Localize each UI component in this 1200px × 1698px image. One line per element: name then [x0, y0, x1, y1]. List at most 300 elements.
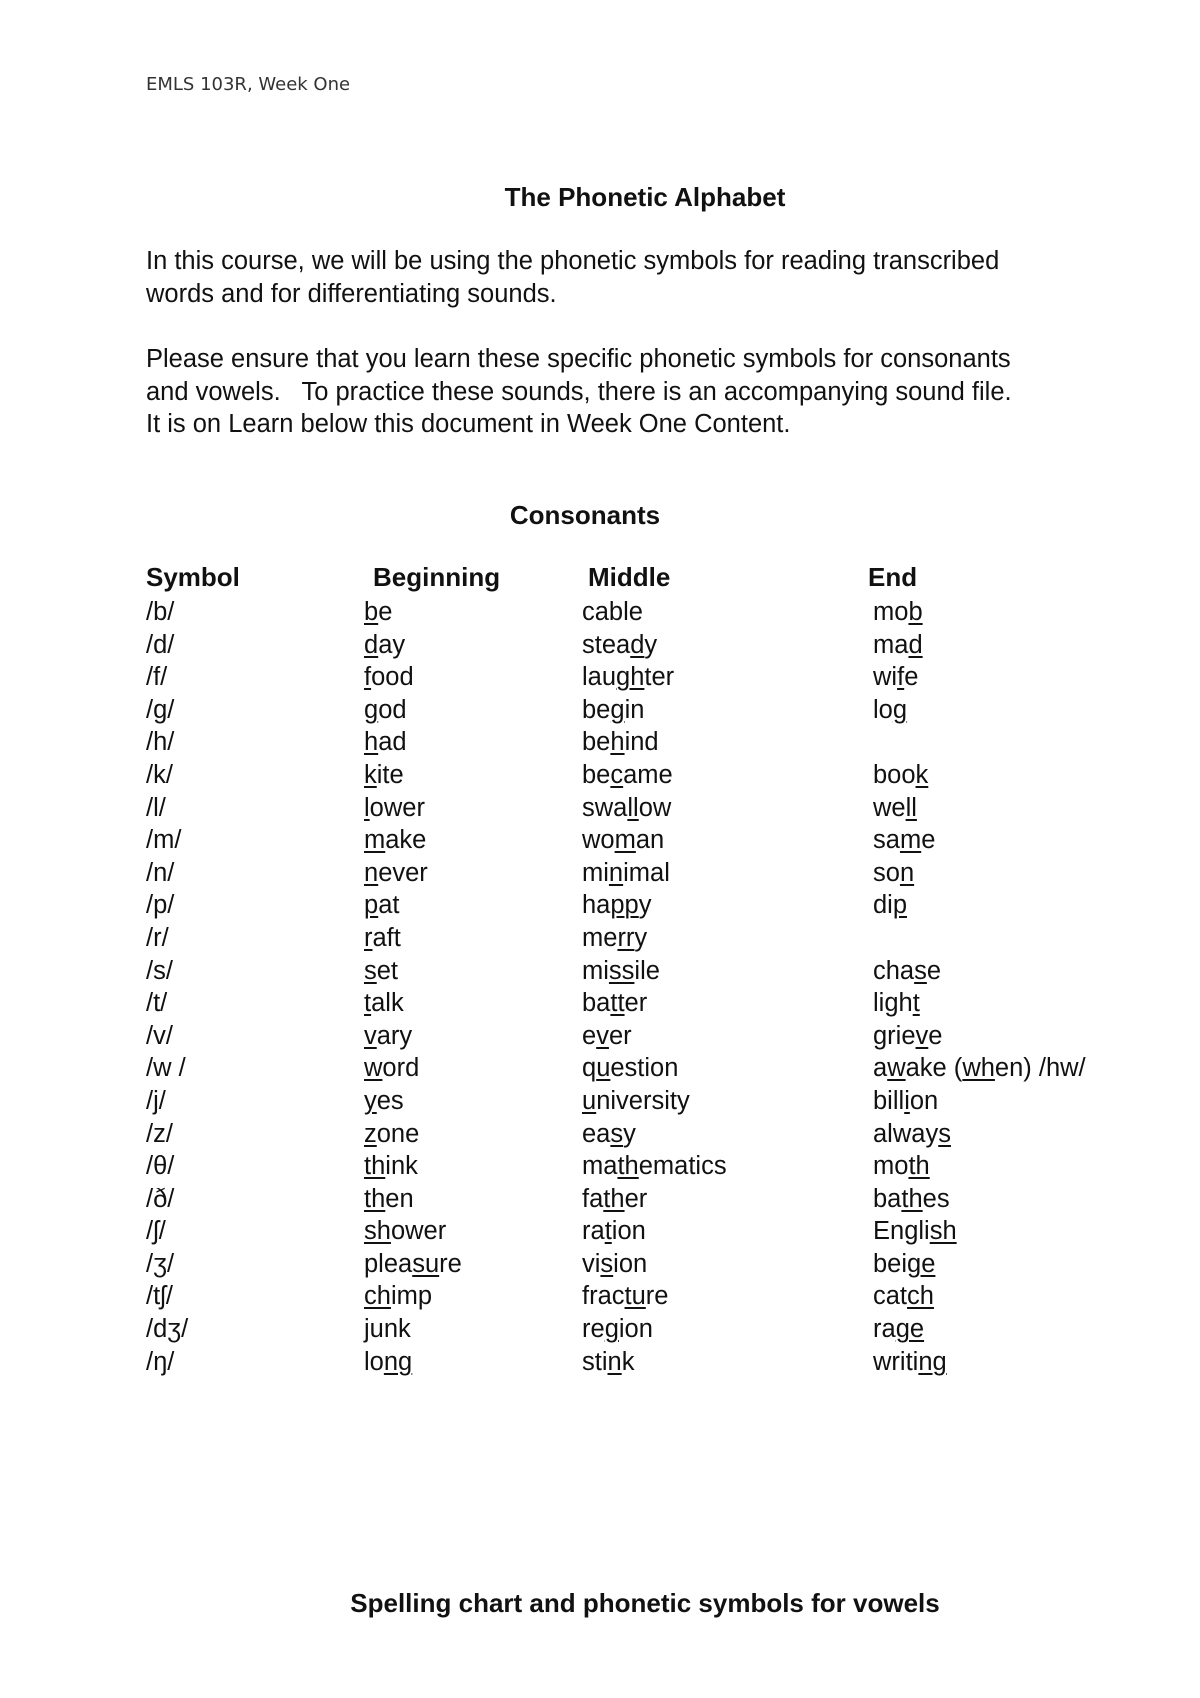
example-word-middle	[582, 1118, 636, 1151]
underlined-letters: t	[604, 1217, 612, 1246]
word-segment: lo	[364, 1347, 384, 1376]
example-word-end	[873, 1346, 947, 1379]
word-segment: ay	[378, 630, 406, 659]
word-segment: at	[378, 891, 400, 920]
underlined-letters: ge	[895, 1315, 925, 1344]
underlined-letters: ch	[907, 1282, 934, 1311]
table-row	[146, 889, 1146, 922]
underlined-letters: s	[938, 1119, 951, 1148]
word-segment: y	[644, 630, 658, 659]
table-row	[146, 1280, 1146, 1313]
word-segment: ad	[378, 728, 407, 757]
example-word-middle	[582, 857, 670, 890]
intro-line: words and for differentiating sounds.	[146, 279, 557, 308]
word-segment: e	[904, 663, 919, 692]
word-segment: y	[638, 891, 652, 920]
phonetic-symbol: /l/	[146, 793, 166, 822]
table-row	[146, 1313, 1146, 1346]
word-segment: ink	[385, 1152, 418, 1181]
phonetic-symbol: /dʒ/	[146, 1315, 189, 1344]
instructions-line: Please ensure that you learn these specific phonetic symbols for consonants	[146, 345, 1011, 373]
word-segment: me	[582, 923, 618, 952]
underlined-letters: v	[364, 1021, 377, 1050]
word-segment: frac	[582, 1282, 625, 1311]
example-word-middle	[582, 955, 660, 988]
example-word-beginning	[364, 1346, 412, 1379]
example-word-end	[873, 694, 907, 727]
word-segment: mo	[873, 598, 909, 626]
table-row	[146, 987, 1146, 1020]
example-word-beginning	[364, 726, 407, 759]
table-row	[146, 759, 1146, 792]
word-segment: we	[873, 793, 906, 822]
example-word-beginning	[364, 1215, 446, 1248]
table-row	[146, 1020, 1146, 1053]
underlined-letters: ll	[905, 793, 917, 822]
word-segment: e	[378, 598, 393, 626]
word-segment: ra	[582, 1217, 605, 1246]
word-segment: e	[928, 1021, 943, 1050]
underlined-letters: z	[364, 1119, 377, 1148]
instructions-line: It is on Learn below this document in Week One Content.	[146, 410, 791, 438]
underlined-letters: ge	[907, 1249, 936, 1278]
word-segment: fa	[582, 1184, 604, 1213]
underlined-letters: su	[412, 1249, 440, 1278]
word-segment: y	[623, 1119, 636, 1148]
example-word-middle	[582, 1280, 668, 1313]
underlined-letters: tt	[610, 989, 625, 1018]
word-segment: re	[645, 1282, 669, 1311]
word-segment: ary	[376, 1021, 413, 1050]
word-segment: en	[385, 1184, 414, 1213]
word-segment: in	[624, 695, 645, 724]
underlined-letters: v	[915, 1021, 929, 1050]
phonetic-symbol: /ʒ/	[146, 1249, 175, 1278]
example-word-end	[873, 1280, 934, 1313]
word-segment: er	[608, 1021, 632, 1050]
table-row	[146, 661, 1146, 694]
word-segment: cable	[582, 598, 643, 626]
table-header-row	[146, 560, 1146, 596]
phonetic-symbol: /g/	[146, 695, 175, 724]
example-word-beginning	[364, 661, 414, 694]
example-word-middle	[582, 1085, 690, 1118]
example-word-middle	[582, 1346, 634, 1379]
underlined-letters: ng	[383, 1347, 413, 1376]
word-segment: lo	[873, 695, 893, 724]
instructions-paragraph	[146, 343, 1136, 441]
table-row	[146, 629, 1146, 662]
example-word-beginning	[364, 694, 407, 727]
word-segment: aft	[372, 923, 401, 952]
word-segment: Engli	[873, 1217, 930, 1246]
consonants-table	[146, 560, 1146, 1378]
document-header: EMLS 103R, Week One	[146, 74, 351, 95]
example-word-beginning	[364, 1150, 418, 1183]
underlined-letters: ll	[627, 793, 639, 822]
example-word-middle	[582, 987, 647, 1020]
word-segment: mi	[582, 956, 609, 985]
example-word-middle	[582, 824, 664, 857]
example-word-middle	[582, 889, 652, 922]
example-word-end	[873, 1150, 930, 1183]
word-segment: es	[922, 1184, 950, 1213]
example-word-beginning	[364, 1183, 414, 1216]
underlined-letters: g	[364, 695, 379, 724]
word-segment: ion	[613, 1249, 648, 1278]
word-segment: er	[624, 989, 648, 1018]
word-segment: bei	[873, 1249, 908, 1278]
table-row	[146, 1215, 1146, 1248]
example-word-middle	[582, 792, 671, 825]
example-word-beginning	[364, 1313, 411, 1346]
word-segment: ion	[611, 1217, 646, 1246]
example-word-beginning	[364, 629, 405, 662]
word-segment: ion	[618, 1315, 653, 1344]
underlined-letters: w	[364, 1054, 383, 1083]
word-segment: mi	[582, 858, 609, 887]
phonetic-symbol: /k/	[146, 760, 173, 789]
table-row	[146, 857, 1146, 890]
word-segment: ame	[623, 760, 673, 789]
word-segment: so	[873, 858, 900, 887]
instructions-line: and vowels. To practice these sounds, there is an accompanying sound file.	[146, 377, 1012, 406]
underlined-letters: f	[364, 663, 372, 692]
column-header-symbol: Symbol	[146, 562, 240, 592]
example-word-end	[873, 1313, 924, 1346]
word-segment: be	[582, 760, 611, 789]
word-segment: boo	[873, 760, 916, 789]
word-segment: on	[909, 1086, 939, 1115]
underlined-letters: c	[610, 760, 624, 789]
phonetic-symbol: /tʃ/	[146, 1282, 173, 1311]
word-segment: sti	[582, 1347, 608, 1376]
word-segment: ba	[582, 989, 611, 1018]
example-word-end	[873, 955, 941, 988]
table-row	[146, 596, 1146, 629]
example-word-middle	[582, 1052, 678, 1085]
example-word-middle	[582, 661, 674, 694]
word-segment: di	[873, 891, 893, 920]
word-segment: ake (	[905, 1054, 963, 1083]
underlined-letters: f	[897, 663, 905, 692]
underlined-letters: wh	[962, 1054, 995, 1083]
phonetic-symbol: /ð/	[146, 1184, 175, 1213]
example-word-beginning	[364, 889, 399, 922]
example-word-middle	[582, 629, 657, 662]
example-word-beginning	[364, 1085, 404, 1118]
example-word-middle	[582, 1183, 647, 1216]
underlined-letters: sh	[364, 1217, 391, 1246]
example-word-middle	[582, 1248, 647, 1281]
phonetic-symbol: /b/	[146, 598, 175, 626]
table-row	[146, 955, 1146, 988]
example-word-end	[873, 596, 923, 629]
example-word-end	[873, 629, 923, 662]
table-row	[146, 1346, 1146, 1379]
underlined-letters: th	[617, 1152, 639, 1181]
underlined-letters: d	[630, 630, 645, 659]
underlined-letters: th	[901, 1184, 923, 1213]
underlined-letters: pp	[610, 891, 639, 920]
example-word-beginning	[364, 1118, 419, 1151]
word-segment: e	[926, 956, 942, 985]
example-word-middle	[582, 694, 644, 727]
word-segment: ter	[644, 663, 675, 692]
example-word-end	[873, 889, 907, 922]
word-segment: ba	[873, 1184, 902, 1213]
word-segment: a	[873, 1054, 888, 1083]
underlined-letters: n	[364, 858, 379, 887]
word-segment: ea	[582, 1119, 611, 1148]
underlined-letters: n	[607, 1347, 622, 1376]
word-segment: imal	[623, 858, 670, 887]
underlined-letters: k	[915, 760, 929, 789]
underlined-letters: p	[364, 891, 379, 920]
phonetic-symbol: /r/	[146, 923, 169, 952]
column-header-middle: Middle	[588, 562, 671, 592]
example-word-end	[873, 1020, 942, 1053]
word-segment: cat	[873, 1282, 908, 1311]
underlined-letters: w	[887, 1054, 906, 1083]
phonetic-symbol: /m/	[146, 826, 182, 855]
word-segment: re	[439, 1249, 462, 1278]
phonetic-symbol: /d/	[146, 630, 175, 659]
word-segment: plea	[364, 1249, 413, 1278]
word-segment: cha	[873, 956, 915, 985]
example-word-beginning	[364, 1020, 412, 1053]
word-segment: ile	[634, 956, 660, 985]
example-word-middle	[582, 1215, 646, 1248]
phonetic-symbol: /j/	[146, 1086, 166, 1115]
word-segment: y	[634, 923, 648, 952]
underlined-letters: t	[364, 989, 372, 1018]
word-segment: ligh	[873, 989, 913, 1018]
example-word-end	[873, 1215, 957, 1248]
underlined-letters: y	[364, 1086, 377, 1115]
phonetic-symbol: /z/	[146, 1119, 173, 1148]
underlined-letters: th	[364, 1152, 386, 1181]
underlined-letters: m	[899, 826, 922, 855]
example-word-middle	[582, 1150, 727, 1183]
word-segment: bill	[873, 1086, 905, 1115]
word-segment: ind	[624, 728, 659, 757]
word-segment: ma	[582, 1152, 618, 1181]
table-row	[146, 1118, 1146, 1151]
underlined-letters: b	[364, 598, 379, 626]
example-word-beginning	[364, 1248, 462, 1281]
word-segment: sa	[873, 826, 900, 855]
word-segment: ra	[873, 1315, 896, 1344]
example-word-beginning	[364, 1052, 419, 1085]
underlined-letters: n	[899, 858, 915, 887]
example-word-beginning	[364, 922, 401, 955]
column-header-beginning: Beginning	[373, 562, 501, 592]
underlined-letters: s	[600, 1249, 614, 1278]
word-segment: re	[582, 1315, 605, 1344]
table-row	[146, 824, 1146, 857]
intro-line: In this course, we will be using the phonetic symbols for reading transcribed	[146, 247, 1000, 275]
underlined-letters: j	[364, 1315, 370, 1344]
underlined-letters: tu	[624, 1282, 646, 1311]
underlined-letters: h	[610, 728, 625, 757]
phonetic-symbol: /t/	[146, 989, 168, 1018]
word-segment: ood	[371, 663, 414, 692]
underlined-letters: u	[596, 1054, 611, 1083]
underlined-letters: ss	[608, 956, 635, 985]
underlined-letters: i	[904, 1086, 910, 1115]
word-segment: an	[635, 826, 665, 855]
underlined-letters: u	[582, 1086, 597, 1115]
example-word-end	[873, 1248, 935, 1281]
underlined-letters: ng	[918, 1347, 947, 1376]
underlined-letters: b	[908, 598, 923, 626]
example-word-end	[873, 857, 914, 890]
example-word-end	[873, 759, 928, 792]
example-word-end	[873, 987, 920, 1020]
example-word-beginning	[364, 955, 398, 988]
example-word-beginning	[364, 792, 425, 825]
word-segment: ever	[378, 858, 428, 887]
underlined-letters: ch	[364, 1282, 391, 1311]
page-title: The Phonetic Alphabet	[504, 182, 786, 212]
underlined-letters: s	[364, 956, 377, 985]
word-segment: ower	[369, 793, 425, 822]
underlined-letters: t	[912, 989, 920, 1018]
example-word-end	[873, 1085, 938, 1118]
underlined-letters: d	[364, 630, 379, 659]
word-segment: e	[582, 1021, 597, 1050]
table-row	[146, 1085, 1146, 1118]
underlined-letters: th	[364, 1184, 386, 1213]
word-segment: wi	[873, 663, 898, 692]
underlined-letters: th	[908, 1152, 930, 1181]
example-word-middle	[582, 726, 659, 759]
word-segment: ower	[390, 1217, 447, 1246]
table-row	[146, 792, 1146, 825]
vowels-heading: Spelling chart and phonetic symbols for vowels	[350, 1588, 940, 1618]
word-segment: ma	[873, 630, 909, 659]
word-segment: ite	[376, 760, 404, 789]
word-segment: writi	[873, 1347, 919, 1376]
underlined-letters: g	[610, 695, 625, 724]
word-segment: k	[621, 1347, 635, 1376]
table-row	[146, 1183, 1146, 1216]
underlined-letters: p	[892, 891, 908, 920]
word-segment: et	[376, 956, 399, 985]
word-segment: od	[378, 695, 407, 724]
word-segment: es	[376, 1086, 404, 1115]
phonetic-symbol: /s/	[146, 956, 173, 985]
word-segment: ow	[638, 793, 672, 822]
table-row	[146, 726, 1146, 759]
phonetic-symbol: /ʃ/	[146, 1217, 166, 1246]
underlined-letters: m	[364, 826, 386, 855]
underlined-letters: rr	[617, 923, 635, 952]
example-word-beginning	[364, 759, 404, 792]
table-body	[146, 596, 1146, 1378]
word-segment: mo	[873, 1152, 909, 1181]
example-word-middle	[582, 1020, 632, 1053]
underlined-letters: g	[604, 1315, 619, 1344]
underlined-letters: g	[892, 695, 908, 724]
underlined-letters: n	[608, 858, 624, 887]
word-segment: stea	[582, 630, 631, 659]
word-segment: be	[582, 695, 611, 724]
word-segment: ha	[582, 891, 611, 920]
table-row	[146, 922, 1146, 955]
word-segment: wo	[582, 826, 615, 855]
word-segment: ake	[385, 826, 427, 855]
example-word-beginning	[364, 596, 392, 629]
example-word-beginning	[364, 1280, 432, 1313]
example-word-end	[873, 824, 935, 857]
example-word-beginning	[364, 987, 404, 1020]
underlined-letters: th	[603, 1184, 625, 1213]
word-segment: swa	[582, 793, 628, 822]
phonetic-symbol: /v/	[146, 1021, 173, 1050]
example-word-middle	[582, 596, 643, 629]
underlined-letters: l	[364, 793, 370, 822]
underlined-letters: r	[364, 923, 373, 952]
word-segment: imp	[390, 1282, 433, 1311]
example-word-middle	[582, 922, 647, 955]
word-segment: unk	[369, 1315, 411, 1344]
example-word-end	[873, 1183, 950, 1216]
underlined-letters: s	[914, 956, 927, 985]
underlined-letters: h	[364, 728, 379, 757]
example-word-beginning	[364, 857, 428, 890]
phonetic-symbol: /n/	[146, 858, 175, 887]
table-row	[146, 1248, 1146, 1281]
underlined-letters: s	[610, 1119, 624, 1148]
example-word-middle	[582, 759, 673, 792]
word-segment: grie	[873, 1021, 916, 1050]
phonetic-symbol: /f/	[146, 663, 168, 692]
consonants-heading: Consonants	[509, 500, 661, 530]
word-segment: alk	[371, 989, 404, 1018]
phonetic-symbol: /h/	[146, 728, 175, 757]
example-word-end	[873, 1118, 951, 1151]
example-word-end	[873, 661, 918, 694]
phonetic-symbol: /w /	[146, 1054, 186, 1083]
table-row	[146, 694, 1146, 727]
word-segment: vi	[582, 1249, 601, 1278]
phonetic-symbol: /p/	[146, 891, 175, 920]
phonetic-symbol: /ŋ/	[146, 1347, 175, 1376]
underlined-letters: d	[908, 630, 923, 659]
word-segment: alway	[873, 1119, 939, 1148]
word-segment: lau	[582, 663, 617, 692]
phonetic-symbol: /θ/	[146, 1152, 175, 1181]
table-row	[146, 1052, 1146, 1085]
example-word-end	[873, 792, 917, 825]
underlined-letters: m	[614, 826, 636, 855]
example-word-beginning	[364, 824, 426, 857]
word-segment: ematics	[638, 1152, 727, 1181]
word-segment: e	[921, 826, 936, 855]
example-word-end	[873, 1052, 1086, 1085]
word-segment: be	[582, 728, 611, 757]
word-segment: en) /hw/	[994, 1054, 1086, 1083]
word-segment: niversity	[596, 1086, 690, 1115]
underlined-letters: gh	[616, 663, 645, 692]
intro-paragraph	[146, 245, 1136, 310]
word-segment: estion	[610, 1054, 679, 1083]
table-row	[146, 1150, 1146, 1183]
column-header-end: End	[868, 562, 918, 592]
word-segment: q	[582, 1054, 597, 1083]
